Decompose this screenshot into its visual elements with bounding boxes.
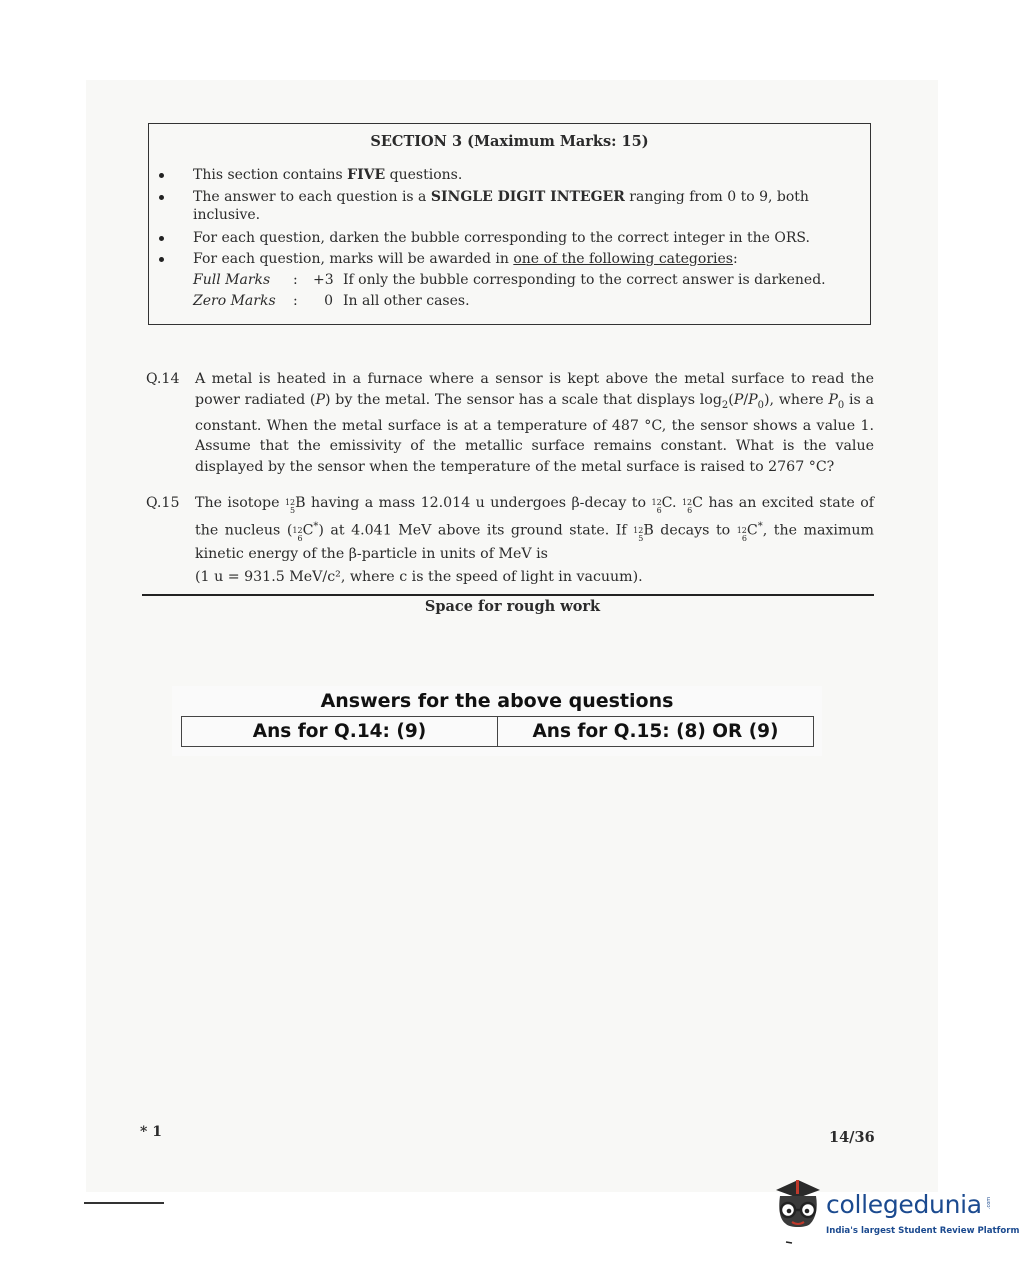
question-number: Q.14 [146,371,180,387]
logo-domain: .com [986,1196,993,1210]
question-text: The isotope 12 5 B having a mass 12.014 u undergoes β-decay to 12 6 C. 12 6 C has an excited state of the nucleus ( 12 6 C*) at 4.041 MeV above its ground state. If 12 5 B decays to 12 6 C*, the maximum kinetic energy of the β-particle in units of MeV is (1 u = 931.5 MeV/c², where c is the speed of light in vacuum). [195,495,875,585]
collegedunia-logo[interactable] [766,1176,1020,1248]
question-number: Q.15 [146,495,180,511]
divider-line [142,594,874,596]
question-text: A metal is heated in a furnace where a sensor is kept above the metal surface to read the power radiated (P) by the metal. The sensor has a scale that displays $\log_2(P/P_0)$, where $P_0$ is a constant. When the metal surface is at a temperature of 487 °C, the sensor shows a value 1. Assume that the emissivity of the metallic surface remains constant. What is the value displayed by the sensor when the temperature of the metal surface is raised to 2767 °C? [195,371,875,475]
rough-work-label: Space for rough work [424,598,601,615]
section-instructions-box: SECTION 3 (Maximum Marks: 15) This section contains FIVE questions. The answer to each question is a SINGLE DIGIT INTEGER ranging from 0 to 9, both inclusive. For each question, darken the bubble corresponding to the correct integer in the ORS. For each question, marks will be awarded in one of the following categories: Full Marks : +3 If only the bubble corresponding to the correct answer is darkened. Zero Marks : 0 In all other cases. [148,123,871,325]
answer-q14: Ans for Q.14: (9) [252,721,427,742]
logo-tagline: India's largest Student Review Platform [826,1226,1020,1236]
answer-q15: Ans for Q.15: (8) OR (9) [497,717,813,746]
answers-title: Answers for the above questions [320,690,674,712]
footer-mark: * 1 [140,1124,162,1140]
footer-rule [84,1202,164,1204]
logo-wordmark: collegedunia [826,1190,982,1219]
section-title: SECTION 3 (Maximum Marks: 15) [370,133,649,150]
page-number: 14/36 [829,1129,875,1146]
bullet-icon [159,195,164,200]
answers-table [181,716,814,747]
bullet-icon [159,257,164,262]
bullet-icon [159,173,164,178]
bullet-icon [159,236,164,241]
student-mascot-icon [766,1176,826,1246]
